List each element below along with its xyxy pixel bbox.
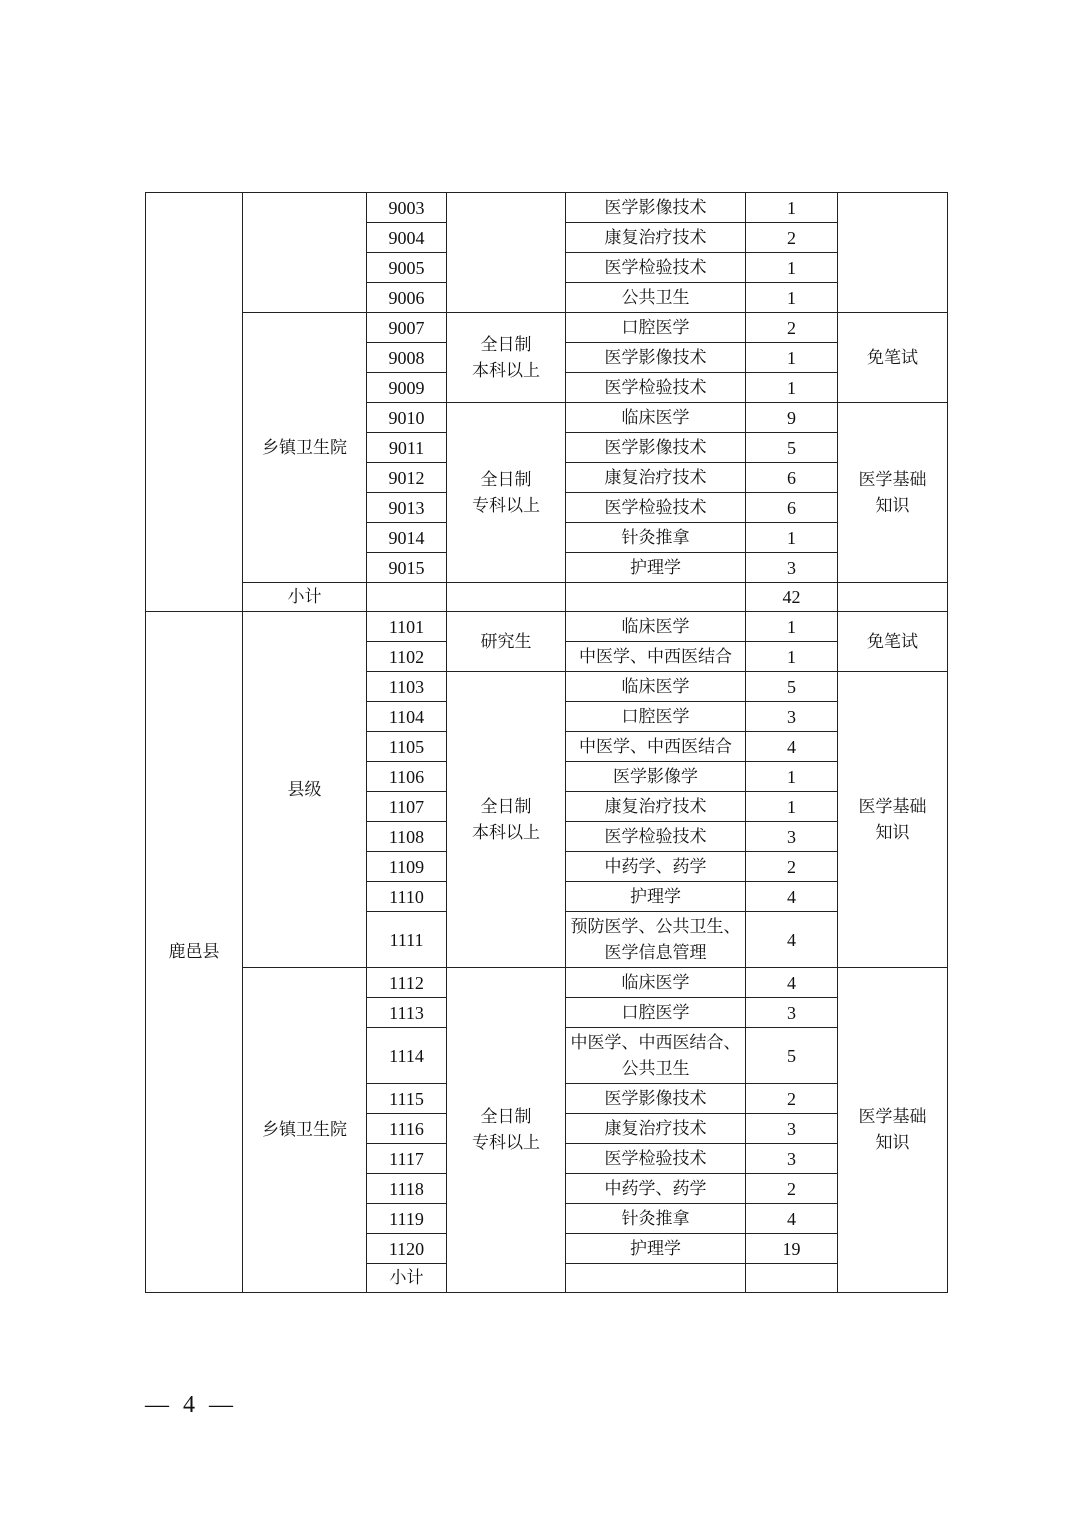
major-cell: 护理学 [566, 553, 746, 583]
major-cell: 医学检验技术 [566, 493, 746, 523]
post-code: 1109 [367, 852, 447, 882]
major-cell: 护理学 [566, 1234, 746, 1264]
post-code: 9008 [367, 343, 447, 373]
count-cell: 1 [746, 792, 838, 822]
major-cell: 口腔医学 [566, 313, 746, 343]
major-cell: 康复治疗技术 [566, 463, 746, 493]
post-code: 1113 [367, 998, 447, 1028]
major-cell: 预防医学、公共卫生、医学信息管理 [566, 912, 746, 968]
post-code: 1102 [367, 642, 447, 672]
count-cell: 1 [746, 762, 838, 792]
count-cell: 2 [746, 1084, 838, 1114]
count-cell: 3 [746, 998, 838, 1028]
level-cell [243, 193, 367, 313]
major-cell: 医学影像技术 [566, 193, 746, 223]
count-cell: 4 [746, 882, 838, 912]
post-code: 1106 [367, 762, 447, 792]
empty-cell [447, 583, 566, 612]
count-cell: 19 [746, 1234, 838, 1264]
major-cell: 针灸推拿 [566, 1204, 746, 1234]
count-cell: 3 [746, 1114, 838, 1144]
post-code: 1108 [367, 822, 447, 852]
count-cell: 1 [746, 253, 838, 283]
page-number: — 4 — [145, 1392, 237, 1418]
post-code: 1118 [367, 1174, 447, 1204]
post-code: 9010 [367, 403, 447, 433]
major-cell: 康复治疗技术 [566, 1114, 746, 1144]
major-cell: 护理学 [566, 882, 746, 912]
major-cell: 中药学、药学 [566, 852, 746, 882]
post-code: 1111 [367, 912, 447, 968]
post-code: 9014 [367, 523, 447, 553]
count-cell: 1 [746, 373, 838, 403]
count-cell: 2 [746, 1174, 838, 1204]
count-cell: 2 [746, 852, 838, 882]
level-cell: 县级 [243, 612, 367, 968]
count-cell: 1 [746, 612, 838, 642]
county-cell: 鹿邑县 [146, 612, 243, 1293]
education-cell: 全日制 专科以上 [447, 403, 566, 583]
post-code: 1115 [367, 1084, 447, 1114]
major-cell: 医学检验技术 [566, 373, 746, 403]
education-cell: 全日制 专科以上 [447, 968, 566, 1293]
major-cell: 医学检验技术 [566, 253, 746, 283]
post-code: 1101 [367, 612, 447, 642]
major-cell: 中医学、中西医结合、公共卫生 [566, 1028, 746, 1084]
post-code: 9006 [367, 283, 447, 313]
major-cell: 临床医学 [566, 968, 746, 998]
major-cell: 医学影像技术 [566, 343, 746, 373]
count-cell: 9 [746, 403, 838, 433]
education-cell: 研究生 [447, 612, 566, 672]
major-cell: 医学影像学 [566, 762, 746, 792]
major-cell: 中医学、中西医结合 [566, 642, 746, 672]
count-cell: 3 [746, 553, 838, 583]
count-cell: 4 [746, 912, 838, 968]
post-code: 9007 [367, 313, 447, 343]
empty-cell [367, 583, 447, 612]
major-cell: 医学影像技术 [566, 433, 746, 463]
exam-cell [838, 193, 948, 313]
count-cell: 1 [746, 523, 838, 553]
count-cell: 5 [746, 1028, 838, 1084]
major-cell: 临床医学 [566, 612, 746, 642]
exam-cell: 医学基础 知识 [838, 968, 948, 1293]
exam-cell: 医学基础 知识 [838, 672, 948, 968]
major-cell: 临床医学 [566, 672, 746, 702]
empty-cell [838, 583, 948, 612]
subtotal-label: 小计 [367, 1264, 447, 1293]
post-code: 1110 [367, 882, 447, 912]
post-code: 1116 [367, 1114, 447, 1144]
subtotal-value: 42 [746, 583, 838, 612]
count-cell: 6 [746, 493, 838, 523]
count-cell: 6 [746, 463, 838, 493]
major-cell: 口腔医学 [566, 998, 746, 1028]
major-cell: 公共卫生 [566, 283, 746, 313]
count-cell: 1 [746, 343, 838, 373]
count-cell: 4 [746, 1204, 838, 1234]
post-code: 1117 [367, 1144, 447, 1174]
count-cell: 4 [746, 732, 838, 762]
count-cell: 5 [746, 672, 838, 702]
count-cell: 3 [746, 822, 838, 852]
education-cell: 全日制 本科以上 [447, 313, 566, 403]
post-code: 9011 [367, 433, 447, 463]
count-cell: 3 [746, 702, 838, 732]
major-cell: 医学检验技术 [566, 1144, 746, 1174]
post-code: 9012 [367, 463, 447, 493]
count-cell: 1 [746, 642, 838, 672]
major-cell: 针灸推拿 [566, 523, 746, 553]
empty-cell [746, 1264, 838, 1293]
major-cell: 中医学、中西医结合 [566, 732, 746, 762]
county-cell [146, 193, 243, 612]
count-cell: 2 [746, 313, 838, 343]
empty-cell [566, 583, 746, 612]
post-code: 9009 [367, 373, 447, 403]
major-cell: 口腔医学 [566, 702, 746, 732]
post-code: 1107 [367, 792, 447, 822]
count-cell: 1 [746, 283, 838, 313]
count-cell: 5 [746, 433, 838, 463]
recruitment-table [145, 192, 948, 1293]
major-cell: 康复治疗技术 [566, 792, 746, 822]
count-cell: 4 [746, 968, 838, 998]
post-code: 1104 [367, 702, 447, 732]
count-cell: 3 [746, 1144, 838, 1174]
post-code: 9013 [367, 493, 447, 523]
post-code: 1103 [367, 672, 447, 702]
exam-cell: 免笔试 [838, 612, 948, 672]
post-code: 1112 [367, 968, 447, 998]
exam-cell: 医学基础 知识 [838, 403, 948, 583]
major-cell: 医学检验技术 [566, 822, 746, 852]
major-cell: 康复治疗技术 [566, 223, 746, 253]
count-cell: 2 [746, 223, 838, 253]
exam-cell: 免笔试 [838, 313, 948, 403]
post-code: 1114 [367, 1028, 447, 1084]
empty-cell [566, 1264, 746, 1293]
post-code: 9003 [367, 193, 447, 223]
major-cell: 医学影像技术 [566, 1084, 746, 1114]
post-code: 1105 [367, 732, 447, 762]
major-cell: 临床医学 [566, 403, 746, 433]
post-code: 9004 [367, 223, 447, 253]
subtotal-label: 小计 [243, 583, 367, 612]
level-cell: 乡镇卫生院 [243, 313, 367, 583]
level-cell: 乡镇卫生院 [243, 968, 367, 1293]
major-cell: 中药学、药学 [566, 1174, 746, 1204]
education-cell: 全日制 本科以上 [447, 672, 566, 968]
post-code: 9015 [367, 553, 447, 583]
post-code: 9005 [367, 253, 447, 283]
education-cell [447, 193, 566, 313]
count-cell: 1 [746, 193, 838, 223]
post-code: 1120 [367, 1234, 447, 1264]
post-code: 1119 [367, 1204, 447, 1234]
